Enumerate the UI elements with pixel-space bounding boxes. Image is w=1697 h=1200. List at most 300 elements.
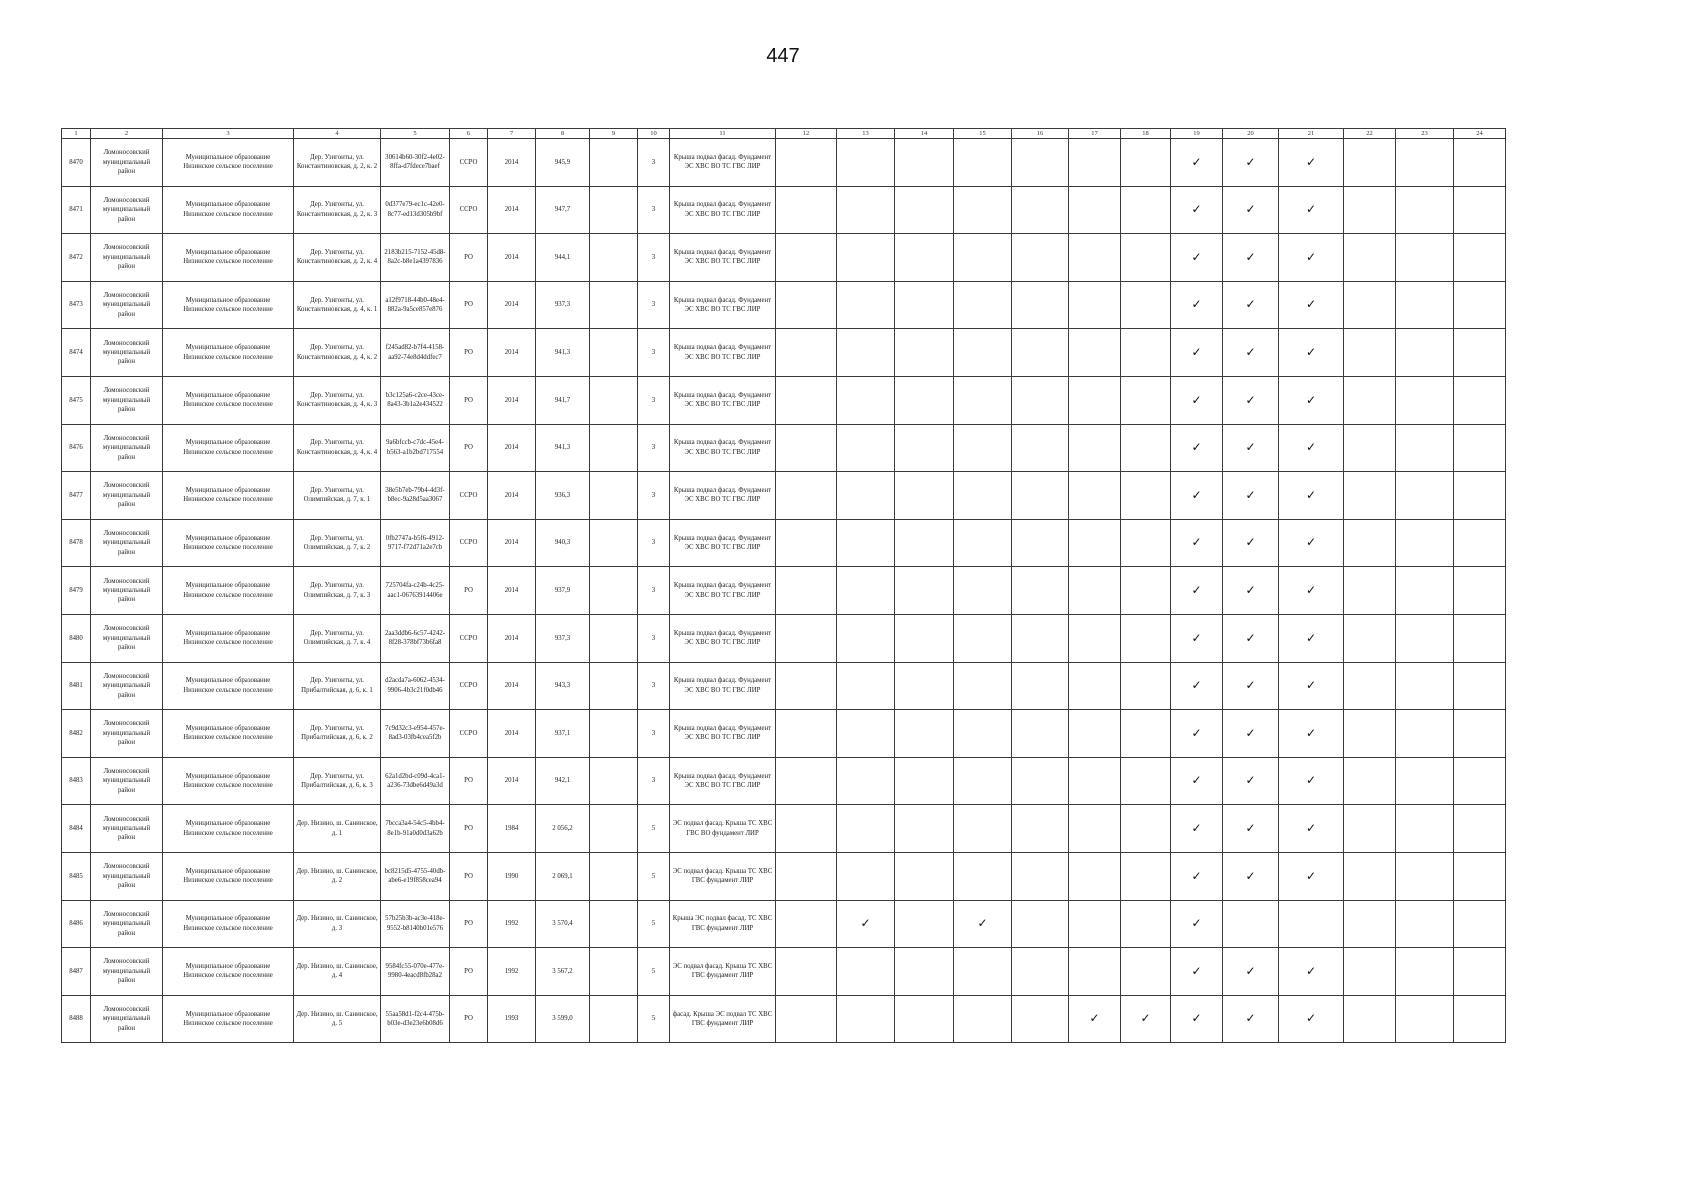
cell-municipality: Муниципальное образование Низинское сельское поселение <box>163 186 294 234</box>
check-cell-15 <box>954 900 1012 948</box>
checkmark-icon: ✓ <box>1305 1011 1317 1026</box>
table-row <box>62 995 1506 1043</box>
cell-works: фасад. Крыша ЭС подвал ТС ХВС ГВС фундамент ЛИР <box>670 995 776 1043</box>
checkmark-icon: ✓ <box>1191 344 1202 359</box>
cell-area: 937,1 <box>536 710 590 758</box>
cell-row-number: 8480 <box>62 614 91 662</box>
check-cell-12 <box>776 852 837 900</box>
cell-row-number: 8483 <box>62 757 91 805</box>
check-cell-22 <box>1344 281 1396 329</box>
check-cell-23 <box>1396 662 1454 710</box>
check-cell-12 <box>776 567 837 615</box>
cell-column-9 <box>590 852 638 900</box>
check-cell-18 <box>1121 139 1171 187</box>
cell-area: 941,3 <box>536 329 590 377</box>
column-header-8: 8 <box>536 129 590 139</box>
cell-works: Крыша подвал фасад. Фундамент ЭС ХВС ВО ТС ГВС ЛИР <box>670 329 776 377</box>
check-cell-23 <box>1396 281 1454 329</box>
cell-works: Крыша подвал фасад. Фундамент ЭС ХВС ВО ТС ГВС ЛИР <box>670 234 776 282</box>
cell-year: 1992 <box>488 900 536 948</box>
checkmark-icon: ✓ <box>1305 440 1317 455</box>
check-cell-13 <box>837 186 895 234</box>
checkmark-icon: ✓ <box>1245 773 1256 788</box>
check-cell-14 <box>895 948 954 996</box>
cell-area: 942,1 <box>536 757 590 805</box>
check-cell-13 <box>837 948 895 996</box>
cell-count: 3 <box>638 186 670 234</box>
check-cell-19 <box>1171 567 1223 615</box>
check-cell-24 <box>1454 614 1506 662</box>
table-row <box>62 900 1506 948</box>
check-cell-14 <box>895 567 954 615</box>
check-cell-13 <box>837 376 895 424</box>
check-cell-21 <box>1279 519 1344 567</box>
check-cell-14 <box>895 710 954 758</box>
check-cell-20 <box>1223 757 1279 805</box>
check-cell-23 <box>1396 995 1454 1043</box>
table-row <box>62 852 1506 900</box>
cell-works: Крыша подвал фасад. Фундамент ЭС ХВС ВО ТС ГВС ЛИР <box>670 757 776 805</box>
check-cell-21 <box>1279 948 1344 996</box>
checkmark-icon: ✓ <box>1245 868 1256 883</box>
cell-address: Дер. Узигонты, ул. Константиновская, д. 2, к. 3 <box>294 186 381 234</box>
check-cell-17 <box>1069 995 1121 1043</box>
cell-district: Ломоносовский муниципальный район <box>91 805 163 853</box>
check-cell-14 <box>895 852 954 900</box>
column-header-20: 20 <box>1223 129 1279 139</box>
cell-column-9 <box>590 519 638 567</box>
table-row <box>62 234 1506 282</box>
cell-count: 3 <box>638 710 670 758</box>
check-cell-20 <box>1223 519 1279 567</box>
check-cell-18 <box>1121 995 1171 1043</box>
cell-district: Ломоносовский муниципальный район <box>91 852 163 900</box>
check-cell-15 <box>954 852 1012 900</box>
cell-column-9 <box>590 281 638 329</box>
check-cell-18 <box>1121 424 1171 472</box>
check-cell-20 <box>1223 424 1279 472</box>
check-cell-15 <box>954 376 1012 424</box>
check-cell-14 <box>895 424 954 472</box>
checkmark-icon: ✓ <box>860 916 871 931</box>
check-cell-17 <box>1069 519 1121 567</box>
check-cell-15 <box>954 662 1012 710</box>
cell-method: РО <box>450 234 488 282</box>
check-cell-17 <box>1069 614 1121 662</box>
check-cell-22 <box>1344 805 1396 853</box>
check-cell-20 <box>1223 948 1279 996</box>
check-cell-18 <box>1121 186 1171 234</box>
check-cell-20 <box>1223 710 1279 758</box>
cell-municipality: Муниципальное образование Низинское сельское поселение <box>163 900 294 948</box>
check-cell-23 <box>1396 852 1454 900</box>
cell-district: Ломоносовский муниципальный район <box>91 234 163 282</box>
cell-row-number: 8470 <box>62 139 91 187</box>
cell-district: Ломоносовский муниципальный район <box>91 567 163 615</box>
cell-address: Дер. Узигонты, ул. Олимпийская, д. 7, к. 4 <box>294 614 381 662</box>
check-cell-22 <box>1344 710 1396 758</box>
cell-district: Ломоносовский муниципальный район <box>91 757 163 805</box>
check-cell-18 <box>1121 567 1171 615</box>
check-cell-19 <box>1171 329 1223 377</box>
cell-area: 2 069,1 <box>536 852 590 900</box>
cell-method: РО <box>450 281 488 329</box>
cell-works: Крыша подвал фасад. Фундамент ЭС ХВС ВО ТС ГВС ЛИР <box>670 710 776 758</box>
check-cell-19 <box>1171 852 1223 900</box>
check-cell-22 <box>1344 757 1396 805</box>
check-cell-16 <box>1012 757 1069 805</box>
cell-district: Ломоносовский муниципальный район <box>91 519 163 567</box>
cell-area: 947,7 <box>536 186 590 234</box>
check-cell-21 <box>1279 852 1344 900</box>
check-cell-21 <box>1279 805 1344 853</box>
checkmark-icon: ✓ <box>1245 297 1256 312</box>
check-cell-13 <box>837 710 895 758</box>
cell-count: 3 <box>638 472 670 520</box>
check-cell-12 <box>776 234 837 282</box>
cell-address: Дер. Узигонты, ул. Константиновская, д. 4, к. 1 <box>294 281 381 329</box>
check-cell-14 <box>895 281 954 329</box>
check-cell-19 <box>1171 614 1223 662</box>
cell-house-code: 0fb2747a-b5f6-4912-9717-f72d71a2e7cb <box>381 519 450 567</box>
cell-district: Ломоносовский муниципальный район <box>91 376 163 424</box>
cell-count: 3 <box>638 139 670 187</box>
check-cell-15 <box>954 186 1012 234</box>
cell-row-number: 8487 <box>62 948 91 996</box>
checkmark-icon: ✓ <box>1305 820 1317 835</box>
check-cell-14 <box>895 757 954 805</box>
column-header-14: 14 <box>895 129 954 139</box>
cell-municipality: Муниципальное образование Низинское сельское поселение <box>163 948 294 996</box>
cell-row-number: 8473 <box>62 281 91 329</box>
check-cell-24 <box>1454 710 1506 758</box>
check-cell-20 <box>1223 472 1279 520</box>
cell-column-9 <box>590 710 638 758</box>
check-cell-24 <box>1454 567 1506 615</box>
column-header-6: 6 <box>450 129 488 139</box>
check-cell-22 <box>1344 234 1396 282</box>
check-cell-16 <box>1012 805 1069 853</box>
check-cell-18 <box>1121 757 1171 805</box>
check-cell-21 <box>1279 329 1344 377</box>
cell-year: 2014 <box>488 519 536 567</box>
cell-row-number: 8481 <box>62 662 91 710</box>
cell-house-code: bc8215d5-4755-40db-abe6-e19f858cea94 <box>381 852 450 900</box>
check-cell-20 <box>1223 567 1279 615</box>
check-cell-18 <box>1121 662 1171 710</box>
checkmark-icon: ✓ <box>1245 487 1256 502</box>
check-cell-21 <box>1279 567 1344 615</box>
check-cell-18 <box>1121 852 1171 900</box>
checkmark-icon: ✓ <box>1191 725 1202 740</box>
checkmark-icon: ✓ <box>1245 678 1256 693</box>
check-cell-23 <box>1396 519 1454 567</box>
cell-address: Дер. Низино, ш. Санинское, д. 4 <box>294 948 381 996</box>
cell-year: 2014 <box>488 376 536 424</box>
cell-count: 3 <box>638 567 670 615</box>
check-cell-22 <box>1344 139 1396 187</box>
checkmark-icon: ✓ <box>1305 344 1317 359</box>
cell-method: РО <box>450 329 488 377</box>
check-cell-14 <box>895 519 954 567</box>
cell-municipality: Муниципальное образование Низинское сельское поселение <box>163 519 294 567</box>
check-cell-14 <box>895 900 954 948</box>
table-row <box>62 186 1506 234</box>
checkmark-icon: ✓ <box>1191 440 1202 455</box>
check-cell-22 <box>1344 995 1396 1043</box>
cell-house-code: 55aa58d1-f2c4-475b-b03e-d3e23e6b08d6 <box>381 995 450 1043</box>
cell-method: РО <box>450 805 488 853</box>
column-header-11: 11 <box>670 129 776 139</box>
column-header-17: 17 <box>1069 129 1121 139</box>
cell-house-code: f245ad82-b7f4-4158-aa92-74e8d4ddfec7 <box>381 329 450 377</box>
checkmark-icon: ✓ <box>1305 773 1317 788</box>
check-cell-15 <box>954 995 1012 1043</box>
checkmark-icon: ✓ <box>1305 963 1317 978</box>
cell-address: Дер. Узигонты, ул. Константиновская, д. 2, к. 4 <box>294 234 381 282</box>
check-cell-16 <box>1012 424 1069 472</box>
cell-method: ССРО <box>450 662 488 710</box>
check-cell-19 <box>1171 995 1223 1043</box>
cell-house-code: 62a1d2bd-c09d-4ca1-a236-73dbe6d49a3d <box>381 757 450 805</box>
cell-column-9 <box>590 234 638 282</box>
cell-works: Крыша подвал фасад. Фундамент ЭС ХВС ВО ТС ГВС ЛИР <box>670 614 776 662</box>
checkmark-icon: ✓ <box>1245 725 1256 740</box>
checkmark-icon: ✓ <box>1305 678 1317 693</box>
checkmark-icon: ✓ <box>1245 154 1256 169</box>
checkmark-icon: ✓ <box>1191 535 1202 550</box>
check-cell-13 <box>837 329 895 377</box>
check-cell-19 <box>1171 757 1223 805</box>
check-cell-14 <box>895 614 954 662</box>
check-cell-13 <box>837 995 895 1043</box>
checkmark-icon: ✓ <box>1305 154 1317 169</box>
cell-column-9 <box>590 995 638 1043</box>
check-cell-15 <box>954 472 1012 520</box>
cell-district: Ломоносовский муниципальный район <box>91 281 163 329</box>
cell-area: 2 056,2 <box>536 805 590 853</box>
check-cell-13 <box>837 281 895 329</box>
cell-column-9 <box>590 329 638 377</box>
cell-district: Ломоносовский муниципальный район <box>91 662 163 710</box>
check-cell-17 <box>1069 281 1121 329</box>
check-cell-12 <box>776 995 837 1043</box>
cell-address: Дер. Узигонты, ул. Олимпийская, д. 7, к. 2 <box>294 519 381 567</box>
checkmark-icon: ✓ <box>1245 249 1256 264</box>
check-cell-23 <box>1396 424 1454 472</box>
cell-works: Крыша ЭС подвал фасад. ТС ХВС ГВС фундамент ЛИР <box>670 900 776 948</box>
check-cell-20 <box>1223 234 1279 282</box>
check-cell-20 <box>1223 852 1279 900</box>
check-cell-17 <box>1069 710 1121 758</box>
cell-year: 2014 <box>488 662 536 710</box>
check-cell-20 <box>1223 900 1279 948</box>
cell-method: РО <box>450 948 488 996</box>
check-cell-21 <box>1279 234 1344 282</box>
cell-count: 3 <box>638 424 670 472</box>
checkmark-icon: ✓ <box>1305 725 1317 740</box>
table-row <box>62 567 1506 615</box>
cell-address: Дер. Низино, ш. Санинское, д. 3 <box>294 900 381 948</box>
cell-works: ЭС подвал фасад. Крыша ТС ХВС ГВС фундамент ЛИР <box>670 852 776 900</box>
housing-register-table <box>61 128 1506 1043</box>
check-cell-18 <box>1121 710 1171 758</box>
check-cell-21 <box>1279 186 1344 234</box>
cell-municipality: Муниципальное образование Низинское сельское поселение <box>163 757 294 805</box>
check-cell-19 <box>1171 376 1223 424</box>
cell-district: Ломоносовский муниципальный район <box>91 900 163 948</box>
cell-method: ССРО <box>450 519 488 567</box>
check-cell-23 <box>1396 710 1454 758</box>
check-cell-15 <box>954 519 1012 567</box>
check-cell-17 <box>1069 234 1121 282</box>
table-header <box>62 129 1506 139</box>
check-cell-16 <box>1012 900 1069 948</box>
checkmark-icon: ✓ <box>1140 1011 1151 1026</box>
cell-year: 2014 <box>488 472 536 520</box>
check-cell-14 <box>895 472 954 520</box>
checkmark-icon: ✓ <box>1305 535 1317 550</box>
cell-municipality: Муниципальное образование Низинское сельское поселение <box>163 567 294 615</box>
check-cell-16 <box>1012 614 1069 662</box>
check-cell-22 <box>1344 614 1396 662</box>
checkmark-icon: ✓ <box>1191 249 1202 264</box>
cell-count: 3 <box>638 329 670 377</box>
cell-row-number: 8482 <box>62 710 91 758</box>
check-cell-24 <box>1454 662 1506 710</box>
check-cell-12 <box>776 424 837 472</box>
check-cell-23 <box>1396 376 1454 424</box>
check-cell-23 <box>1396 900 1454 948</box>
table-row <box>62 948 1506 996</box>
cell-year: 2014 <box>488 424 536 472</box>
check-cell-18 <box>1121 805 1171 853</box>
check-cell-19 <box>1171 139 1223 187</box>
checkmark-icon: ✓ <box>1245 344 1256 359</box>
cell-year: 2014 <box>488 139 536 187</box>
check-cell-15 <box>954 948 1012 996</box>
cell-year: 2014 <box>488 710 536 758</box>
check-cell-14 <box>895 139 954 187</box>
check-cell-13 <box>837 614 895 662</box>
cell-year: 2014 <box>488 757 536 805</box>
check-cell-13 <box>837 567 895 615</box>
cell-column-9 <box>590 186 638 234</box>
checkmark-icon: ✓ <box>1245 1011 1256 1026</box>
check-cell-22 <box>1344 948 1396 996</box>
check-cell-16 <box>1012 234 1069 282</box>
cell-area: 3 567,2 <box>536 948 590 996</box>
check-cell-19 <box>1171 710 1223 758</box>
checkmark-icon: ✓ <box>1191 630 1202 645</box>
check-cell-21 <box>1279 139 1344 187</box>
check-cell-23 <box>1396 329 1454 377</box>
check-cell-24 <box>1454 234 1506 282</box>
cell-address: Дер. Узигонты, ул. Константиновская, д. 4, к. 4 <box>294 424 381 472</box>
cell-count: 5 <box>638 948 670 996</box>
cell-method: РО <box>450 424 488 472</box>
checkmark-icon: ✓ <box>1191 820 1202 835</box>
cell-column-9 <box>590 567 638 615</box>
check-cell-14 <box>895 662 954 710</box>
check-cell-24 <box>1454 900 1506 948</box>
check-cell-15 <box>954 567 1012 615</box>
checkmark-icon: ✓ <box>1245 820 1256 835</box>
cell-method: ССРО <box>450 186 488 234</box>
check-cell-21 <box>1279 900 1344 948</box>
check-cell-12 <box>776 805 837 853</box>
check-cell-16 <box>1012 567 1069 615</box>
check-cell-15 <box>954 234 1012 282</box>
table-row <box>62 757 1506 805</box>
cell-district: Ломоносовский муниципальный район <box>91 424 163 472</box>
check-cell-22 <box>1344 567 1396 615</box>
cell-column-9 <box>590 948 638 996</box>
checkmark-icon: ✓ <box>1191 963 1202 978</box>
check-cell-15 <box>954 614 1012 662</box>
check-cell-13 <box>837 852 895 900</box>
check-cell-12 <box>776 757 837 805</box>
cell-municipality: Муниципальное образование Низинское сельское поселение <box>163 281 294 329</box>
cell-district: Ломоносовский муниципальный район <box>91 710 163 758</box>
cell-house-code: 9584fc55-070e-477e-9980-4eacd8fb28a2 <box>381 948 450 996</box>
cell-address: Дер. Узигонты, ул. Константиновская, д. 4, к. 3 <box>294 376 381 424</box>
cell-works: ЭС подвал фасад. Крыша ТС ХВС ГВС фундамент ЛИР <box>670 948 776 996</box>
cell-works: ЭС подвал фасад. Крыша ТС ХВС ГВС ВО фундамент ЛИР <box>670 805 776 853</box>
cell-district: Ломоносовский муниципальный район <box>91 186 163 234</box>
cell-area: 945,9 <box>536 139 590 187</box>
cell-count: 3 <box>638 757 670 805</box>
table-row <box>62 139 1506 187</box>
check-cell-18 <box>1121 900 1171 948</box>
check-cell-17 <box>1069 329 1121 377</box>
check-cell-18 <box>1121 329 1171 377</box>
cell-municipality: Муниципальное образование Низинское сельское поселение <box>163 139 294 187</box>
check-cell-16 <box>1012 186 1069 234</box>
cell-count: 5 <box>638 995 670 1043</box>
check-cell-20 <box>1223 614 1279 662</box>
cell-area: 940,3 <box>536 519 590 567</box>
cell-house-code: 9a6bfccb-c7dc-45e4-b563-a1b2bd717554 <box>381 424 450 472</box>
check-cell-21 <box>1279 995 1344 1043</box>
table-row <box>62 472 1506 520</box>
check-cell-22 <box>1344 376 1396 424</box>
check-cell-19 <box>1171 234 1223 282</box>
check-cell-15 <box>954 805 1012 853</box>
check-cell-15 <box>954 281 1012 329</box>
check-cell-13 <box>837 900 895 948</box>
cell-house-code: 0d377e79-ec1c-42e0-8c77-ed13d305b9bf <box>381 186 450 234</box>
check-cell-12 <box>776 948 837 996</box>
check-cell-21 <box>1279 757 1344 805</box>
cell-count: 5 <box>638 805 670 853</box>
check-cell-13 <box>837 662 895 710</box>
cell-count: 3 <box>638 662 670 710</box>
check-cell-23 <box>1396 234 1454 282</box>
column-header-10: 10 <box>638 129 670 139</box>
cell-house-code: 7c9d32c3-e954-457e-8ad3-03fb4cea5f2b <box>381 710 450 758</box>
cell-row-number: 8488 <box>62 995 91 1043</box>
check-cell-22 <box>1344 472 1396 520</box>
check-cell-16 <box>1012 519 1069 567</box>
check-cell-13 <box>837 234 895 282</box>
check-cell-15 <box>954 329 1012 377</box>
table-row <box>62 281 1506 329</box>
checkmark-icon: ✓ <box>1245 440 1256 455</box>
check-cell-20 <box>1223 662 1279 710</box>
cell-municipality: Муниципальное образование Низинское сельское поселение <box>163 805 294 853</box>
table-body <box>62 139 1506 1043</box>
